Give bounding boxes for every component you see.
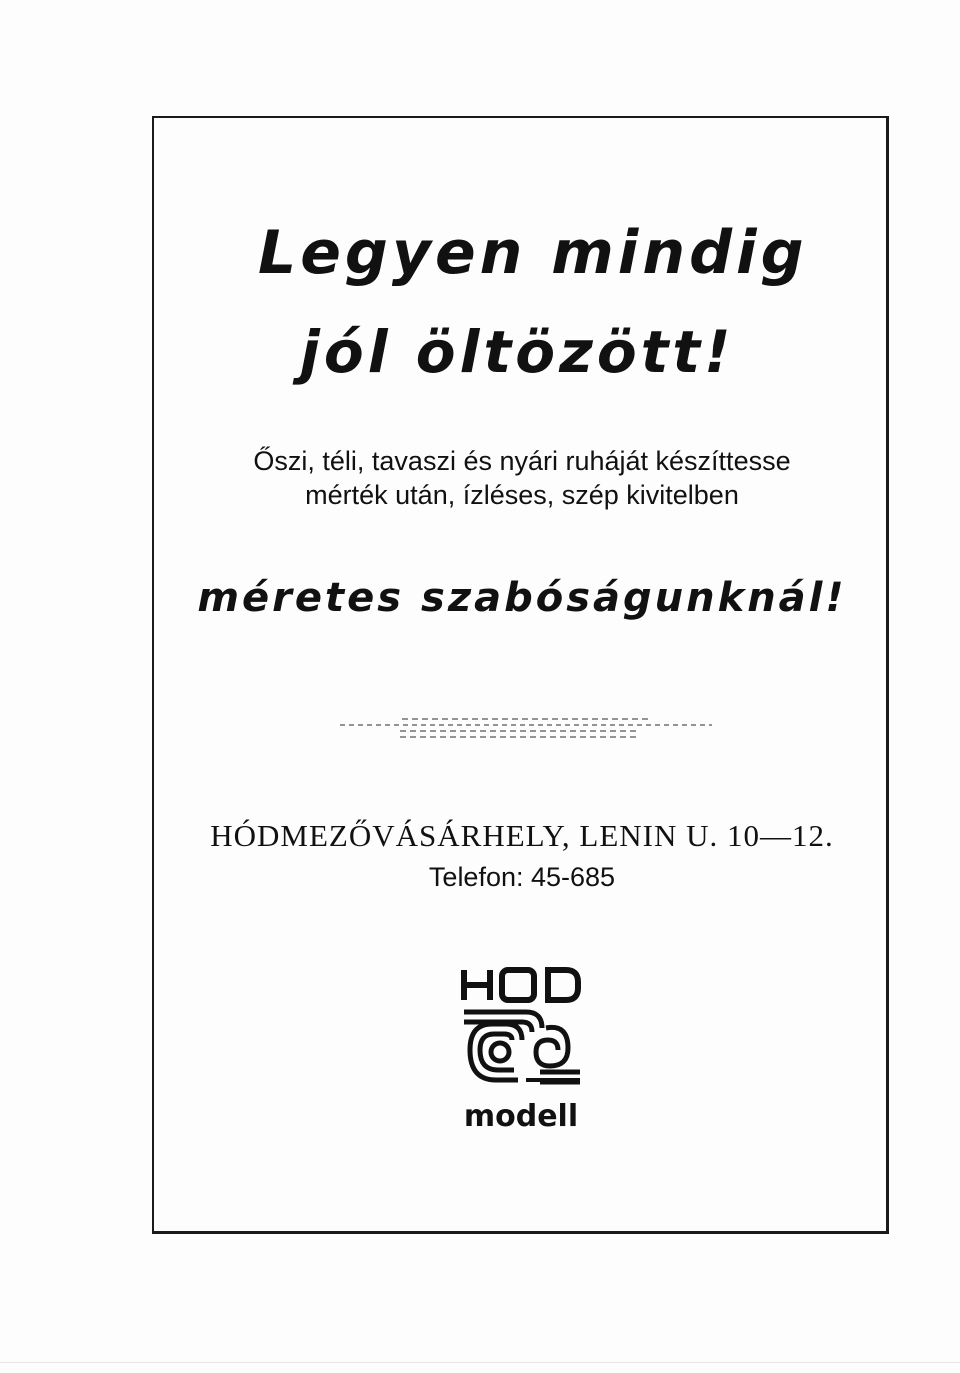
tagline: méretes szabóságunknál! <box>197 575 847 621</box>
logo-swirl-emblem <box>464 1012 580 1082</box>
phone-number: Telefon: 45-685 <box>428 862 616 892</box>
headline-line-2: jól öltözött! <box>300 318 735 386</box>
body-text-line-2: mérték után, ízléses, szép kivitelben <box>305 480 739 510</box>
headline-line-1: Legyen mindig <box>258 218 808 288</box>
scan-edge-line <box>0 1362 960 1363</box>
address: HÓDMEZŐVÁSÁRHELY, LENIN U. 10—12. <box>210 818 834 853</box>
logo-modell-wordmark: modell <box>463 1099 579 1134</box>
logo-hod-wordmark <box>464 970 578 1000</box>
body-text-line-1: Őszi, téli, tavaszi és nyári ruháját készíttesse <box>253 446 791 476</box>
dashed-divider <box>340 716 712 740</box>
hod-modell-logo <box>456 962 586 1134</box>
